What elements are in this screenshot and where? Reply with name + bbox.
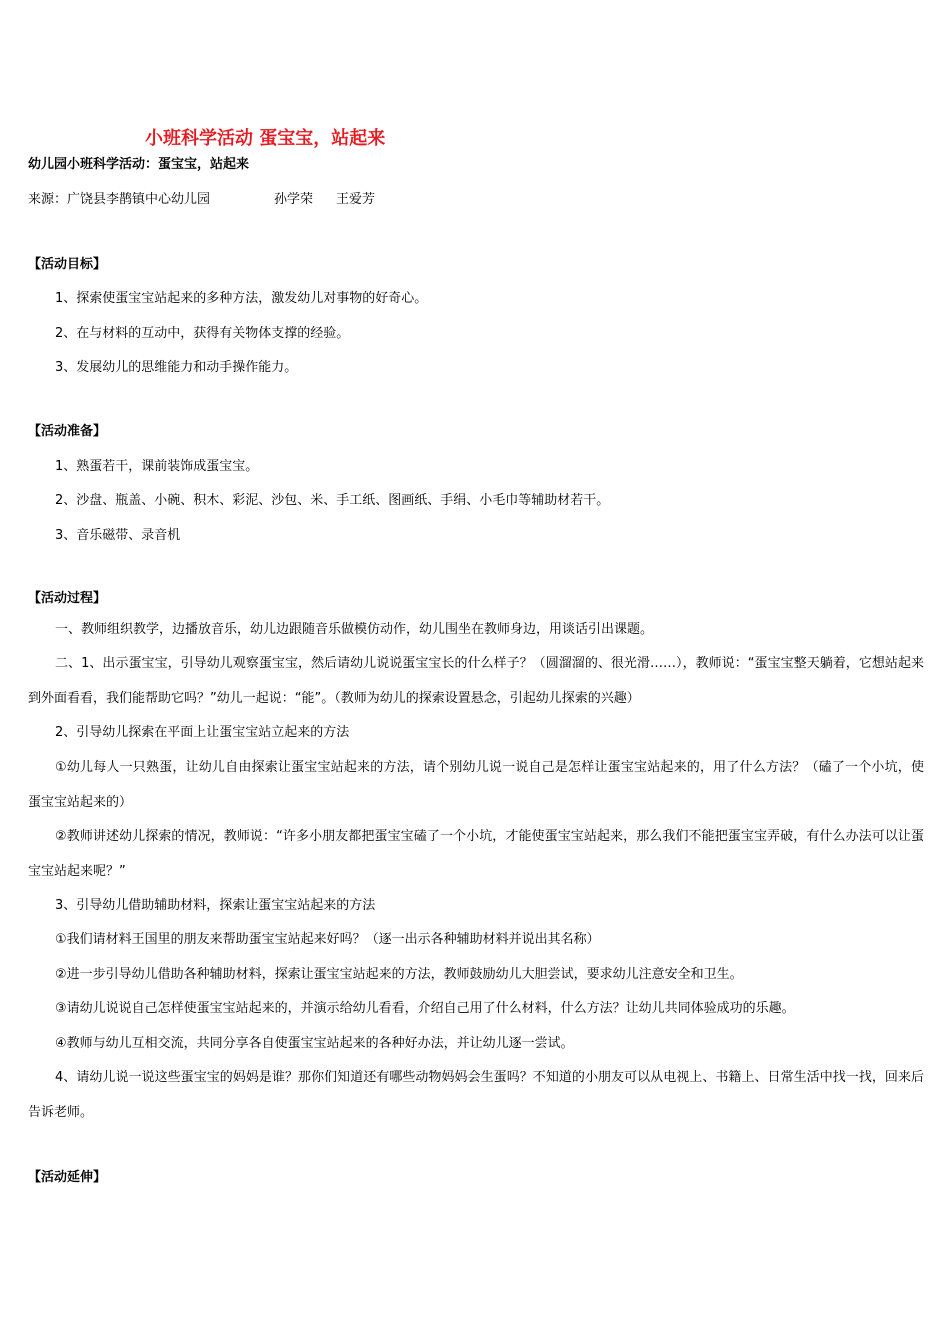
process-paragraph: 4、请幼儿说一说这些蛋宝宝的妈妈是谁？那你们知道还有哪些动物妈妈会生蛋吗？不知道的小朋友可以从电视上、书籍上、日常生活中找一找，回来后告诉老师。 — [28, 1070, 924, 1120]
goal-item: 2、在与材料的互动中，获得有关物体支撑的经验。 — [55, 326, 350, 341]
goal-item: 3、发展幼儿的思维能力和动手操作能力。 — [55, 360, 298, 375]
process-paragraph: ②教师讲述幼儿探索的情况，教师说：“许多小朋友都把蛋宝宝磕了一个小坑，才能使蛋宝宝站起来，那么我们不能把蛋宝宝弄破，有什么办法可以让蛋宝宝站起来呢？” — [28, 829, 924, 879]
process-paragraph: 一、教师组织教学，边播放音乐，幼儿边跟随音乐做模仿动作，幼儿围坐在教师身边，用谈话引出课题。 — [55, 622, 654, 637]
document-subtitle: 幼儿园小班科学活动：蛋宝宝，站起来 — [28, 157, 250, 172]
process-paragraph: ①我们请材料王国里的朋友来帮助蛋宝宝站起来好吗？（逐一出示各种辅助材料并说出其名称） — [55, 932, 600, 947]
author-2: 王爱芳 — [336, 192, 376, 207]
process-heading: 【活动过程】 — [28, 591, 107, 606]
extension-heading: 【活动延伸】 — [28, 1170, 107, 1185]
prep-item: 2、沙盘、瓶盖、小碗、积木、彩泥、沙包、米、手工纸、图画纸、手绢、小毛巾等辅助材若干。 — [55, 493, 610, 508]
goals-heading: 【活动目标】 — [28, 257, 107, 272]
prep-item: 1、熟蛋若干，课前装饰成蛋宝宝。 — [55, 459, 259, 474]
process-paragraph: 2、引导幼儿探索在平面上让蛋宝宝站立起来的方法 — [55, 725, 350, 740]
prep-item: 3、音乐磁带、录音机 — [55, 528, 181, 543]
process-paragraph: 3、引导幼儿借助辅助材料，探索让蛋宝宝站起来的方法 — [55, 898, 376, 913]
prep-heading: 【活动准备】 — [28, 424, 107, 439]
source-line — [28, 188, 375, 207]
author-1: 孙学荣 — [274, 192, 314, 207]
process-paragraph: ②进一步引导幼儿借助各种辅助材料，探索让蛋宝宝站起来的方法，教师鼓励幼儿大胆尝试，要求幼儿注意安全和卫生。 — [55, 967, 743, 982]
process-paragraph: ④教师与幼儿互相交流，共同分享各自使蛋宝宝站起来的各种好办法，并让幼儿逐一尝试。 — [55, 1036, 574, 1051]
process-paragraph: 二、1、出示蛋宝宝，引导幼儿观察蛋宝宝，然后请幼儿说说蛋宝宝长的什么样子？（圆溜溜的、很光滑……），教师说：“蛋宝宝整天躺着，它想站起来到外面看看，我们能帮助它吗？”幼儿一起说：“能”。（教师为幼儿的探索设置悬念，引起幼儿探索的兴趣） — [28, 656, 924, 706]
process-paragraph: ①幼儿每人一只熟蛋，让幼儿自由探索让蛋宝宝站起来的方法，请个别幼儿说一说自己是怎样让蛋宝宝站起来的，用了什么方法？（磕了一个小坑，使蛋宝宝站起来的） — [28, 760, 924, 810]
document-title: 小班科学活动 蛋宝宝，站起来 — [145, 128, 386, 149]
source-org: 来源：广饶县李鹊镇中心幼儿园 — [28, 192, 211, 207]
process-paragraph: ③请幼儿说说自己怎样使蛋宝宝站起来的，并演示给幼儿看看，介绍自己用了什么材料，什么方法？让幼儿共同体验成功的乐趣。 — [55, 1001, 795, 1016]
goal-item: 1、探索使蛋宝宝站起来的多种方法，激发幼儿对事物的好奇心。 — [55, 291, 428, 306]
